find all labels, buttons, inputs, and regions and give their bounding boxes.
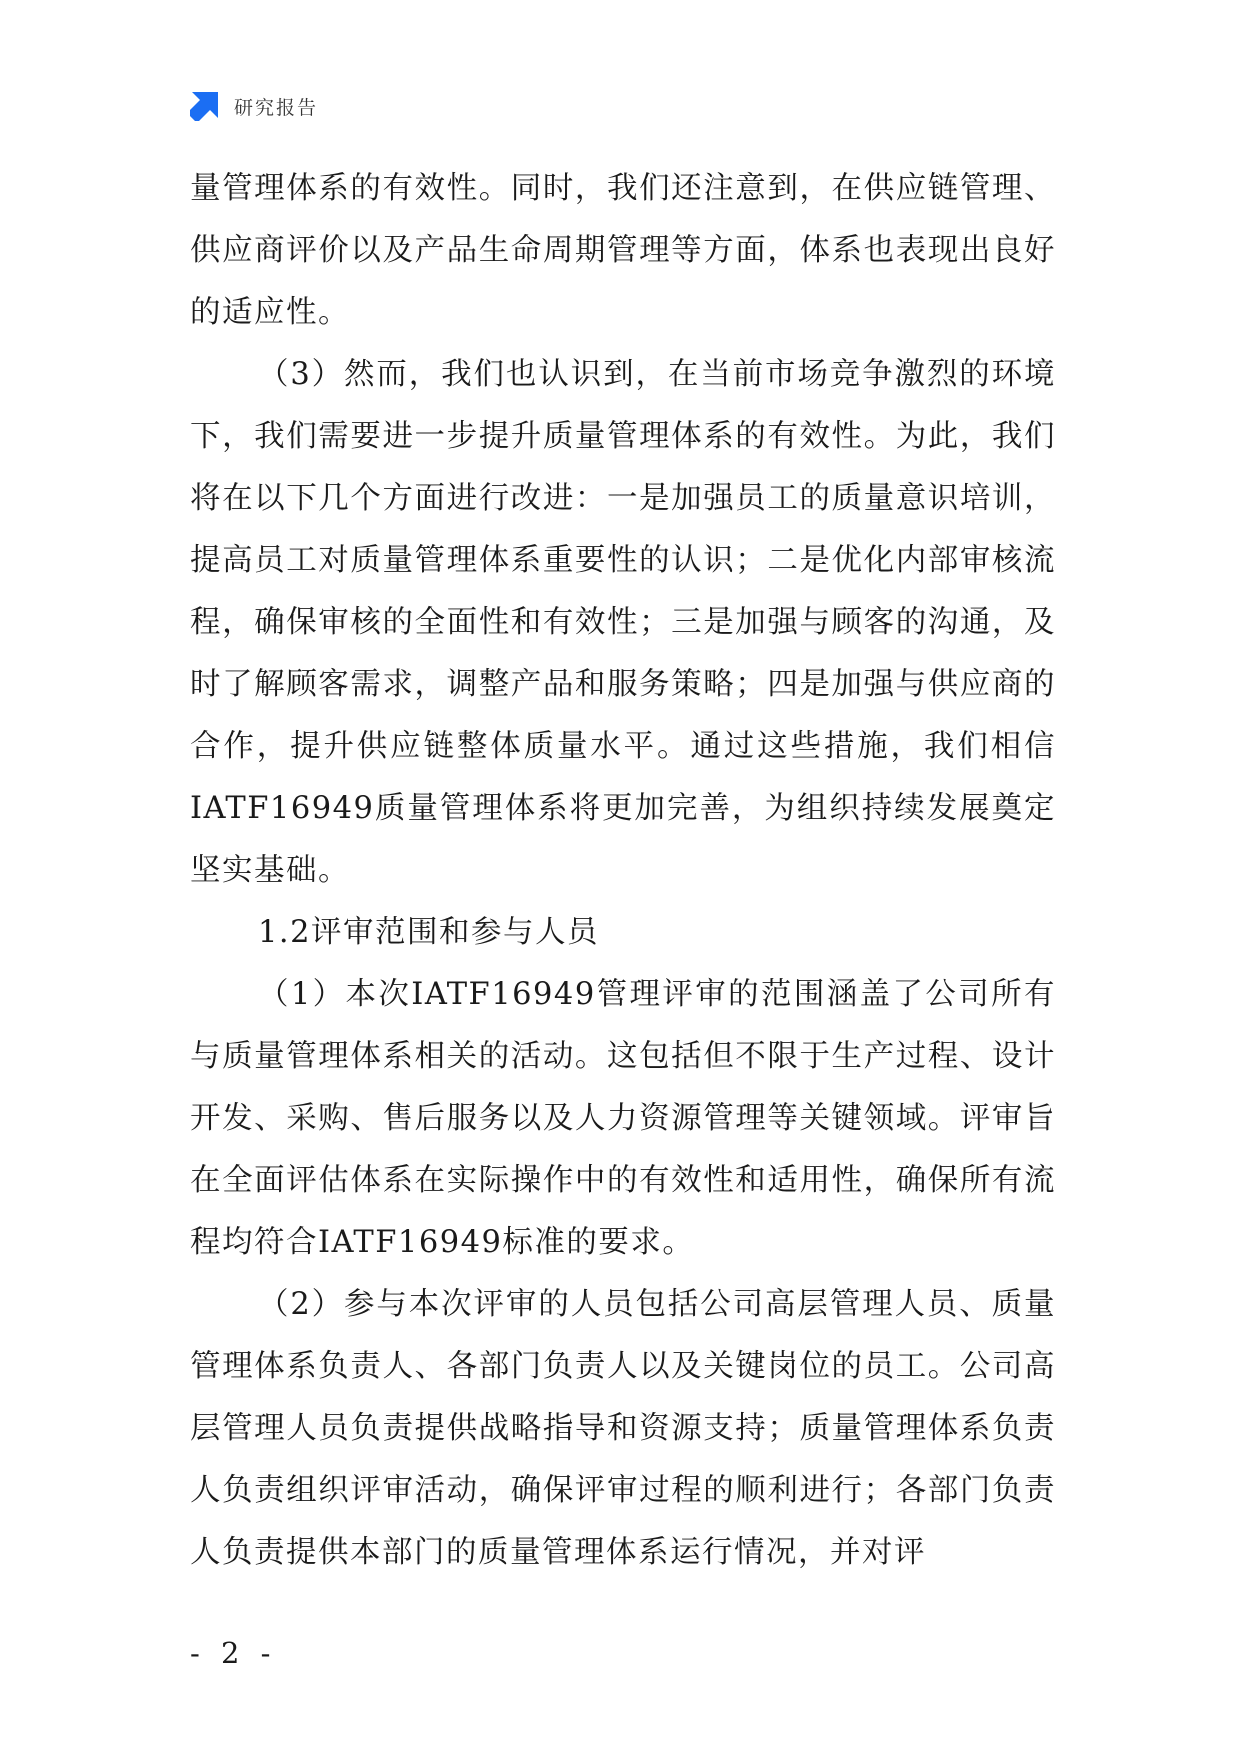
document-body [190,158,1056,1584]
page-number: - 2 - [190,1636,277,1670]
paragraph-scope-1: （1）本次IATF16949管理评审的范围涵盖了公司所有与质量管理体系相关的活动。这包括但不限于生产过程、设计开发、采购、售后服务以及人力资源管理等关键领域。评审旨在全面评估体系在实际操作中的有效性和适用性，确保所有流程均符合IATF16949标准的要求。 [190,977,1056,1260]
paragraph-continuation: 量管理体系的有效性。同时，我们还注意到，在供应链管理、供应商评价以及产品生命周期管理等方面，体系也表现出良好的适应性。 [190,171,1056,330]
page-header [190,88,318,124]
arrow-up-right-icon [190,91,220,121]
paragraph-item-3: （3）然而，我们也认识到，在当前市场竞争激烈的环境下，我们需要进一步提升质量管理体系的有效性。为此，我们将在以下几个方面进行改进：一是加强员工的质量意识培训，提高员工对质量管理体系重要性的认识；二是优化内部审核流程，确保审核的全面性和有效性；三是加强与顾客的沟通，及时了解顾客需求，调整产品和服务策略；四是加强与供应商的合作，提升供应链整体质量水平。通过这些措施，我们相信IATF16949质量管理体系将更加完善，为组织持续发展奠定坚实基础。 [190,357,1056,888]
section-heading-1-2: 1.2评审范围和参与人员 [258,915,600,950]
paragraph-participants-2: （2）参与本次评审的人员包括公司高层管理人员、质量管理体系负责人、各部门负责人以及关键岗位的员工。公司高层管理人员负责提供战略指导和资源支持；质量管理体系负责人负责组织评审活动，确保评审过程的顺利进行；各部门负责人负责提供本部门的质量管理体系运行情况，并对评 [190,1287,1056,1570]
header-title: 研究报告 [234,96,319,119]
